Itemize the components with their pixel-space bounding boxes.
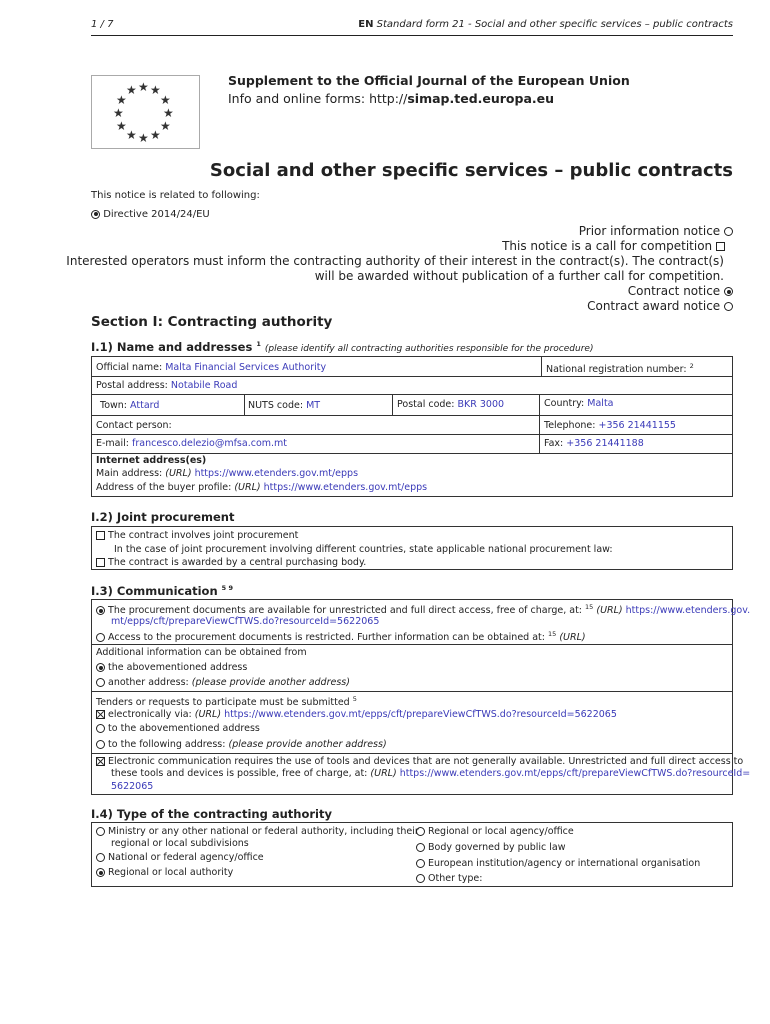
related-label: This notice is related to following: <box>91 190 260 201</box>
postal-value: Notabile Road <box>170 380 238 391</box>
town-label: Town: <box>100 400 127 411</box>
interested-line-1: Interested operators must inform the contracting authority of their interest in the contract(s). The contract(s) <box>66 254 724 268</box>
directive-option <box>91 209 210 220</box>
tools-option <box>96 756 743 767</box>
national-reg-label: National registration number: <box>546 364 687 376</box>
regional-agency-label: Regional or local agency/office <box>428 826 574 837</box>
regional-agency-option <box>416 826 574 837</box>
tools-line-2 <box>111 768 750 779</box>
tenders-sup: 5 <box>352 695 357 703</box>
central-purchasing-option <box>96 557 366 568</box>
i4-heading: I.4) Type of the contracting authority <box>91 807 332 821</box>
body-public-law-option <box>416 842 566 853</box>
to-following-label: to the following address: <box>108 739 226 750</box>
i3-box <box>91 599 751 795</box>
supplement-info <box>228 91 554 106</box>
national-reg-row <box>546 362 694 375</box>
star-icon: ★ <box>150 83 161 97</box>
docs-url-link[interactable]: https://www.etenders.gov. <box>625 605 751 617</box>
telephone-cell <box>544 420 676 431</box>
language-code: EN <box>358 19 374 30</box>
country-cell <box>544 398 614 409</box>
docs-sup: 15 <box>585 603 594 611</box>
tenders-text: Tenders or requests to participate must be submitted <box>96 697 350 709</box>
additional-info-label: Additional information can be obtained from <box>96 647 307 658</box>
national-agency-option <box>96 852 264 863</box>
star-icon: ★ <box>160 119 171 133</box>
postcode-label: Postal code: <box>397 399 455 410</box>
central-purchasing-label: The contract is awarded by a central purchasing body. <box>108 557 367 568</box>
additional-above-option <box>96 662 247 673</box>
additional-another-option <box>96 677 350 688</box>
star-icon: ★ <box>126 128 137 142</box>
fax-cell <box>544 438 644 449</box>
url-label: (URL) <box>370 768 397 779</box>
contract-notice-option <box>628 284 733 298</box>
info-prefix: Info and online forms: http:// <box>228 91 408 106</box>
form-title-text: Standard form 21 - Social and other specific services – public contracts <box>376 19 733 30</box>
directive-radio[interactable] <box>91 210 100 219</box>
document-title: Social and other specific services – public contracts <box>209 160 733 181</box>
joint-countries-text: In the case of joint procurement involving different countries, state applicable national procurement law: <box>114 544 613 555</box>
nuts-value: MT <box>306 400 321 411</box>
central-purchasing-checkbox[interactable] <box>96 558 105 567</box>
tools-url-link-cont[interactable]: 5622065 <box>111 781 154 792</box>
star-icon: ★ <box>160 93 171 107</box>
tools-text-1: Electronic communication requires the use of tools and devices that are not generally available. Unrestricted and full direct access to <box>108 756 744 767</box>
national-reg-sup: 2 <box>689 362 694 370</box>
electronic-checkbox[interactable] <box>96 710 105 719</box>
postcode-cell <box>397 399 504 410</box>
i1-sup: 1 <box>256 340 261 349</box>
main-url-link[interactable]: https://www.etenders.gov.mt/epps <box>194 468 359 479</box>
official-name-label: Official name: <box>96 362 163 373</box>
email-row <box>96 438 287 449</box>
ministry-label-cont: regional or local subdivisions <box>111 838 249 849</box>
i2-box <box>91 526 733 570</box>
page-number: 1 / 7 <box>91 19 114 30</box>
country-value: Malta <box>587 398 614 409</box>
docs-restricted-option <box>96 630 586 643</box>
eu-institution-radio[interactable] <box>416 859 425 868</box>
national-agency-radio[interactable] <box>96 853 105 862</box>
buyer-label: Address of the buyer profile: <box>96 482 232 493</box>
tools-text-2: these tools and devices is possible, free of charge, at: <box>111 768 368 779</box>
to-above-option <box>96 723 260 734</box>
to-following-note: (please provide another address) <box>228 739 387 750</box>
official-name-value: Malta Financial Services Authority <box>165 362 327 373</box>
additional-above-radio[interactable] <box>96 663 105 672</box>
to-following-option <box>96 739 387 750</box>
prior-info-label: Prior information notice <box>578 224 721 238</box>
i1-heading-text: I.1) Name and addresses <box>91 340 253 354</box>
postcode-value: BKR 3000 <box>457 399 505 410</box>
docs-available-radio[interactable] <box>96 606 105 615</box>
joint-procurement-option <box>96 530 298 541</box>
award-notice-option <box>587 299 733 313</box>
joint-procurement-label: The contract involves joint procurement <box>108 530 299 541</box>
to-above-label: to the abovementioned address <box>108 723 260 734</box>
other-type-radio[interactable] <box>416 874 425 883</box>
docs-url-link-cont[interactable]: mt/epps/cft/prepareViewCfTWS.do?resourceId=5622065 <box>111 616 380 627</box>
star-icon: ★ <box>163 106 174 120</box>
town-cell <box>100 400 159 411</box>
fax-value: +356 21441188 <box>566 438 644 449</box>
tel-value: +356 21441155 <box>598 420 676 431</box>
star-icon: ★ <box>116 93 127 107</box>
i1-box <box>91 356 733 497</box>
restricted-sup: 15 <box>548 630 557 638</box>
regional-agency-radio[interactable] <box>416 827 425 836</box>
buyer-profile-row <box>96 482 427 493</box>
body-public-law-radio[interactable] <box>416 843 425 852</box>
eu-institution-option <box>416 858 700 869</box>
eu-institution-label: European institution/agency or international organisation <box>428 858 701 869</box>
ministry-radio[interactable] <box>96 827 105 836</box>
contract-notice-label: Contract notice <box>627 284 721 298</box>
regional-authority-label: Regional or local authority <box>108 867 234 878</box>
star-icon: ★ <box>138 131 149 145</box>
i3-heading <box>91 584 233 598</box>
fax-label: Fax: <box>544 438 564 449</box>
info-site-link[interactable]: simap.ted.europa.eu <box>407 91 555 106</box>
postal-address-row <box>96 380 237 391</box>
internet-label: Internet address(es) <box>96 455 207 466</box>
docs-restricted-radio[interactable] <box>96 633 105 642</box>
buyer-url-link[interactable]: https://www.etenders.gov.mt/epps <box>263 482 428 493</box>
tel-label: Telephone: <box>544 420 596 431</box>
i3-heading-text: I.3) Communication <box>91 584 218 598</box>
call-competition-checkbox[interactable] <box>716 242 725 251</box>
url-label: (URL) <box>559 632 586 644</box>
to-following-radio[interactable] <box>96 740 105 749</box>
url-label: (URL) <box>194 709 222 720</box>
additional-another-label: another address: <box>108 677 189 688</box>
award-notice-label: Contract award notice <box>587 299 721 313</box>
tools-url-link[interactable]: https://www.etenders.gov.mt/epps/cft/prepareViewCfTWS.do?resourceId= <box>399 768 751 779</box>
regional-authority-option <box>96 867 233 878</box>
page-header <box>91 19 733 36</box>
i2-heading: I.2) Joint procurement <box>91 510 235 524</box>
prior-info-option <box>579 224 733 238</box>
prior-info-radio[interactable] <box>724 227 733 236</box>
country-label: Country: <box>544 398 585 409</box>
other-type-label: Other type: <box>428 873 483 884</box>
another-note: (please provide another address) <box>191 677 350 688</box>
i1-note: (please identify all contracting authorities responsible for the procedure) <box>264 344 594 354</box>
nuts-label: NUTS code: <box>248 400 304 411</box>
star-icon: ★ <box>116 119 127 133</box>
body-public-law-label: Body governed by public law <box>428 842 566 853</box>
additional-above-label: the abovementioned address <box>108 662 248 673</box>
i3-sup: 5 9 <box>221 584 233 593</box>
joint-procurement-checkbox[interactable] <box>96 531 105 540</box>
email-label: E-mail: <box>96 438 129 449</box>
call-competition-option <box>502 239 725 253</box>
form-title <box>358 19 733 30</box>
award-notice-radio[interactable] <box>724 302 733 311</box>
national-agency-label: National or federal agency/office <box>108 852 264 863</box>
main-label: Main address: <box>96 468 163 479</box>
star-icon: ★ <box>113 106 124 120</box>
docs-available-option <box>96 603 750 616</box>
call-competition-label: This notice is a call for competition <box>502 239 713 253</box>
url-label: (URL) <box>596 605 623 617</box>
star-icon: ★ <box>138 80 149 94</box>
town-value: Attard <box>130 400 160 411</box>
star-icon: ★ <box>126 83 137 97</box>
electronic-option <box>96 709 617 720</box>
i1-heading <box>91 340 593 354</box>
star-icon: ★ <box>150 128 161 142</box>
email-value[interactable]: francesco.delezio@mfsa.com.mt <box>132 438 288 449</box>
additional-another-radio[interactable] <box>96 678 105 687</box>
contact-person-row: Contact person: <box>96 420 172 431</box>
eu-flag-logo <box>91 75 200 149</box>
directive-label: Directive 2014/24/EU <box>103 209 210 220</box>
docs-available-label: The procurement documents are available for unrestricted and full direct access, free of charge, at: <box>108 605 583 617</box>
url-label: (URL) <box>234 482 261 493</box>
ministry-option <box>96 826 419 837</box>
docs-restricted-label: Access to the procurement documents is restricted. Further information can be obtained at: <box>108 632 545 644</box>
tools-checkbox[interactable] <box>96 757 105 766</box>
contract-notice-radio[interactable] <box>724 287 733 296</box>
i4-box <box>91 822 733 887</box>
postal-label: Postal address: <box>96 380 168 391</box>
electronic-label: electronically via: <box>108 709 192 720</box>
to-above-radio[interactable] <box>96 724 105 733</box>
section-title: Section I: Contracting authority <box>91 314 333 330</box>
interested-line-2: will be awarded without publication of a further call for competition. <box>314 269 724 283</box>
other-type-option <box>416 873 482 884</box>
tenders-label <box>96 695 357 708</box>
regional-authority-radio[interactable] <box>96 868 105 877</box>
main-address-row <box>96 468 358 479</box>
electronic-url-link[interactable]: https://www.etenders.gov.mt/epps/cft/prepareViewCfTWS.do?resourceId=5622065 <box>224 709 617 720</box>
nuts-cell <box>248 400 320 411</box>
ministry-label: Ministry or any other national or federal authority, including their <box>108 826 419 837</box>
official-name-row <box>96 362 326 373</box>
url-label: (URL) <box>165 468 192 479</box>
supplement-title: Supplement to the Official Journal of the European Union <box>228 73 630 88</box>
